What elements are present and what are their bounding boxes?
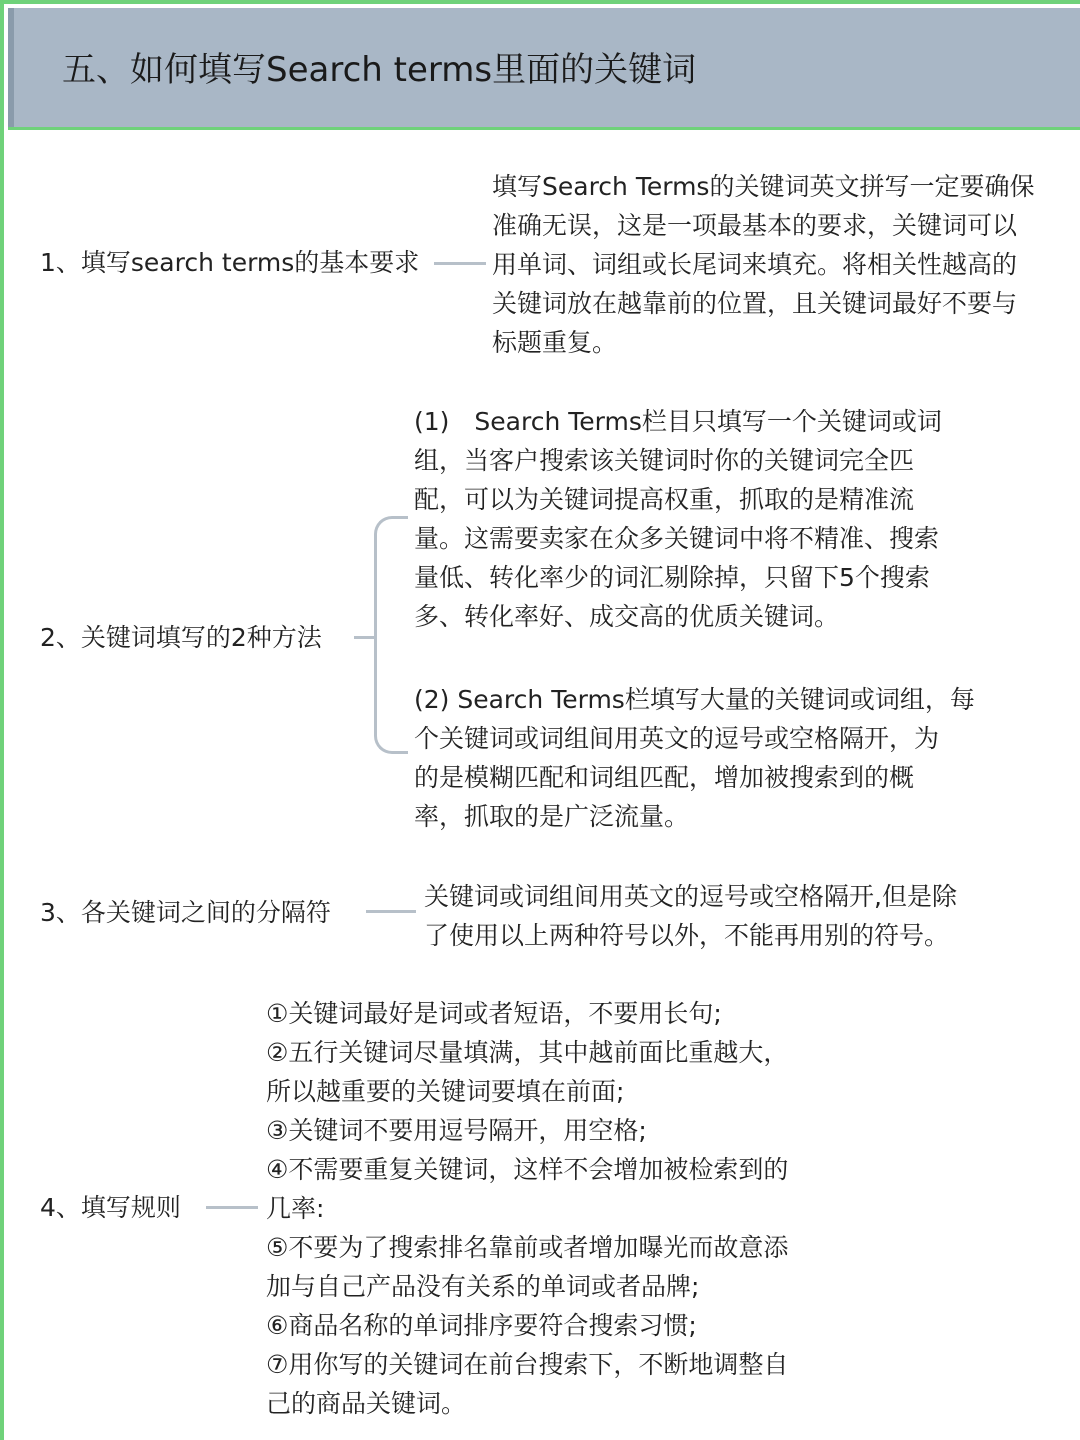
branch-1-line: 用单词、词组或长尾词来填充。将相关性越高的 [492,250,1018,279]
branch-4-line: ④不需要重复关键词，这样不会增加被检索到的 [266,1155,789,1184]
branch-2-child-1-line: 量。这需要卖家在众多关键词中将不精准、搜索 [414,524,940,553]
branch-2-label: 2、关键词填写的2种方法 [40,623,322,652]
branch-3-line: 关键词或词组间用英文的逗号或空格隔开,但是除 [424,882,957,911]
branch-3-connector [366,910,416,913]
branch-4-text [266,994,788,1423]
branch-1-line: 标题重复。 [492,328,618,357]
branch-3-text [424,877,957,955]
branch-1-text [492,167,1034,362]
branch-2-child-1-line: 配，可以为关键词提高权重，抓取的是精准流 [414,485,915,514]
branch-4-line: 几率: [266,1194,325,1223]
branch-4-line: ⑤不要为了搜索排名靠前或者增加曝光而故意添 [266,1233,789,1262]
branch-1-line: 关键词放在越靠前的位置，且关键词最好不要与 [492,289,1018,318]
branch-3-line: 了使用以上两种符号以外，不能再用别的符号。 [424,921,950,950]
branch-4-line: ②五行关键词尽量填满，其中越前面比重越大， [266,1038,789,1067]
branch-2-child-2-text [414,680,975,836]
branch-4-line: ⑥商品名称的单词排序要符合搜索习惯; [266,1311,697,1340]
branch-2-child-1-line: 量低、转化率少的词汇剔除掉，只留下5个搜索 [414,563,930,592]
branch-2-connector [354,636,376,639]
branch-2-child-2-line: 个关键词或词组间用英文的逗号或空格隔开，为 [414,724,940,753]
branch-4-line: 加与自己产品没有关系的单词或者品牌; [266,1272,700,1301]
page-title: 五、如何填写Search terms里面的关键词 [62,50,697,90]
branch-4-line: ①关键词最好是词或者短语，不要用长句; [266,999,722,1028]
branch-4-line: ③关键词不要用逗号隔开，用空格; [266,1116,647,1145]
branch-1-line: 准确无误，这是一项最基本的要求，关键词可以 [492,211,1018,240]
header-accent [8,8,14,127]
branch-4-line: ⑦用你写的关键词在前台搜索下，不断地调整自 [266,1350,789,1379]
branch-4-line: 所以越重要的关键词要填在前面; [266,1077,625,1106]
branch-2-bracket [374,516,408,754]
branch-3-label: 3、各关键词之间的分隔符 [40,898,331,927]
branch-2-child-2-line: 的是模糊匹配和词组匹配，增加被搜索到的概 [414,763,915,792]
branch-4-label: 4、填写规则 [40,1193,181,1222]
branch-4-connector [206,1206,258,1209]
branch-2-child-1-line: 组，当客户搜索该关键词时你的关键词完全匹 [414,446,915,475]
branch-2-child-1-line: (1) Search Terms栏目只填写一个关键词或词 [414,407,942,436]
branch-2-child-2-line: (2) Search Terms栏填写大量的关键词或词组，每 [414,685,975,714]
branch-2-child-2-line: 率，抓取的是广泛流量。 [414,802,690,831]
header-bar [8,8,1080,130]
branch-4-line: 己的商品关键词。 [266,1389,467,1418]
branch-2-child-1-line: 多、转化率好、成交高的优质关键词。 [414,602,840,631]
branch-1-connector [434,262,486,265]
branch-1-label: 1、填写search terms的基本要求 [40,248,420,277]
branch-1-line: 填写Search Terms的关键词英文拼写一定要确保 [492,172,1035,201]
branch-2-child-1-text [414,402,942,636]
